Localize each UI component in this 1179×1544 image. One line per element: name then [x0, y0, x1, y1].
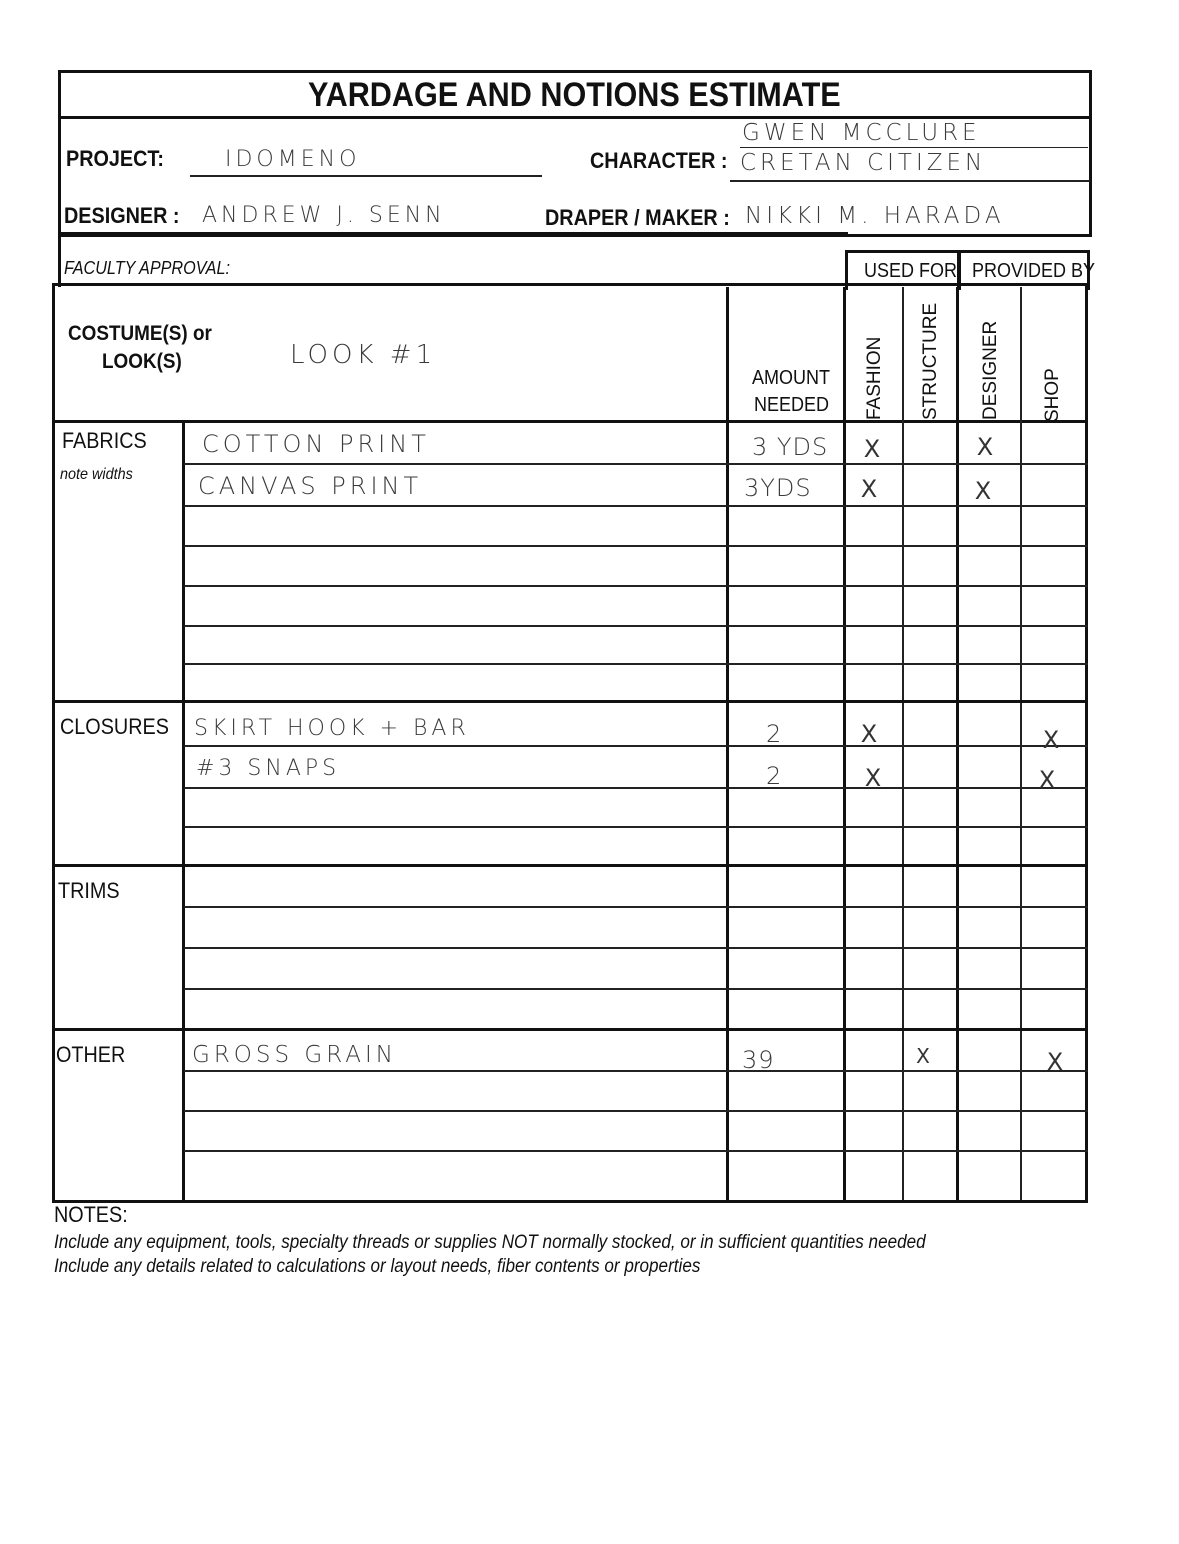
fabrics-sub-label: note widths	[60, 466, 133, 483]
faculty-top-line	[58, 232, 848, 235]
used-for-label: USED FOR	[864, 260, 958, 282]
notes-label: NOTES:	[54, 1202, 128, 1227]
row-line	[184, 826, 1088, 828]
character-label: CHARACTER :	[590, 148, 728, 173]
col-shop-label: SHOP	[1042, 368, 1063, 422]
fabric-amount-2[interactable]: 3YDS	[744, 474, 812, 502]
trims-divider	[52, 864, 1088, 867]
closures-label: CLOSURES	[60, 714, 169, 739]
faculty-label: FACULTY APPROVAL:	[64, 258, 230, 278]
closure-amount-1[interactable]: 2	[766, 720, 786, 748]
other-divider	[52, 1028, 1088, 1031]
col-designer-label: DESIGNER	[980, 320, 1001, 420]
amount-label-1: AMOUNT	[752, 367, 831, 389]
row-line	[184, 947, 1088, 949]
fabric-designer-mark-1[interactable]: X	[976, 433, 994, 461]
amount-col-left	[726, 287, 729, 1200]
row-line	[184, 1150, 1088, 1152]
col-structure-label: STRUCTURE	[920, 302, 941, 420]
amount-label-2: NEEDED	[754, 394, 830, 416]
closures-divider	[52, 700, 1088, 703]
fabric-item-2[interactable]: CANVAS PRINT	[198, 472, 423, 500]
row-line	[184, 1070, 1088, 1072]
provided-by-label: PROVIDED BY	[972, 260, 1096, 282]
look-value[interactable]: LOOK #1	[290, 340, 437, 370]
closure-shop-mark-1[interactable]: X	[1042, 726, 1060, 754]
closure-fashion-mark-1[interactable]: X	[860, 720, 878, 748]
faculty-left-border	[58, 232, 61, 287]
fabric-item-1[interactable]: COTTON PRINT	[202, 430, 430, 458]
fabric-amount-1[interactable]: 3 YDS	[752, 433, 829, 461]
row-line	[184, 787, 1088, 789]
row-line	[184, 505, 1088, 507]
closure-amount-2[interactable]: 2	[766, 762, 786, 790]
row-line	[184, 625, 1088, 627]
row-line	[184, 906, 1088, 908]
project-label: PROJECT:	[66, 146, 164, 171]
project-underline	[190, 175, 542, 177]
character-underline-1	[740, 147, 1088, 148]
row-line	[184, 988, 1088, 990]
notes-line-1: Include any equipment, tools, specialty threads or supplies NOT normally stocked, or in sufficient quantities needed	[54, 1232, 926, 1253]
notes-line-2: Include any details related to calculations or layout needs, fiber contents or properties	[54, 1256, 701, 1277]
other-item-1[interactable]: GROSS GRAIN	[192, 1042, 398, 1068]
row-line	[184, 463, 1088, 465]
closure-item-2[interactable]: #3 SNAPS	[196, 756, 341, 781]
draper-value[interactable]: NIKKI M. HARADA	[745, 203, 1005, 229]
row-line	[184, 1110, 1088, 1112]
costume-label-1: COSTUME(S) or	[68, 322, 212, 345]
other-structure-mark-1[interactable]: X	[916, 1044, 930, 1068]
fabric-fashion-mark-1[interactable]: X	[863, 435, 881, 463]
section-col-divider	[182, 420, 185, 1200]
designer-label: DESIGNER :	[64, 203, 180, 228]
character-name-value[interactable]: GWEN MCCLURE	[742, 120, 981, 146]
other-amount-1[interactable]: 39	[742, 1046, 775, 1074]
title-divider	[58, 116, 1092, 119]
closure-shop-mark-2[interactable]: X	[1038, 766, 1056, 794]
costume-label-2: LOOK(S)	[102, 350, 182, 373]
designer-col-left	[956, 287, 959, 1200]
closure-item-1[interactable]: SKIRT HOOK + BAR	[194, 716, 470, 741]
shop-col-left	[1020, 287, 1022, 1200]
fabric-designer-mark-2[interactable]: X	[974, 477, 992, 505]
closure-fashion-mark-2[interactable]: X	[864, 764, 882, 792]
other-label: OTHER	[56, 1042, 126, 1067]
fabric-fashion-mark-2[interactable]: X	[860, 475, 878, 503]
row-line	[184, 745, 1088, 747]
trims-label: TRIMS	[58, 878, 120, 903]
draper-label: DRAPER / MAKER :	[545, 205, 730, 230]
col-fashion-label: FASHION	[864, 336, 885, 420]
designer-value[interactable]: ANDREW J. SENN	[202, 203, 446, 228]
character-underline-2	[730, 180, 1090, 182]
project-value[interactable]: IDOMENO	[225, 147, 361, 172]
form-title: YARDAGE AND NOTIONS ESTIMATE	[308, 76, 841, 114]
fabrics-label: FABRICS	[62, 428, 147, 453]
row-line	[184, 585, 1088, 587]
other-shop-mark-1[interactable]: X	[1046, 1048, 1064, 1076]
row-line	[184, 545, 1088, 547]
header-row-divider	[52, 420, 1088, 423]
row-line	[184, 663, 1088, 665]
character-role-value[interactable]: CRETAN CITIZEN	[740, 150, 987, 176]
